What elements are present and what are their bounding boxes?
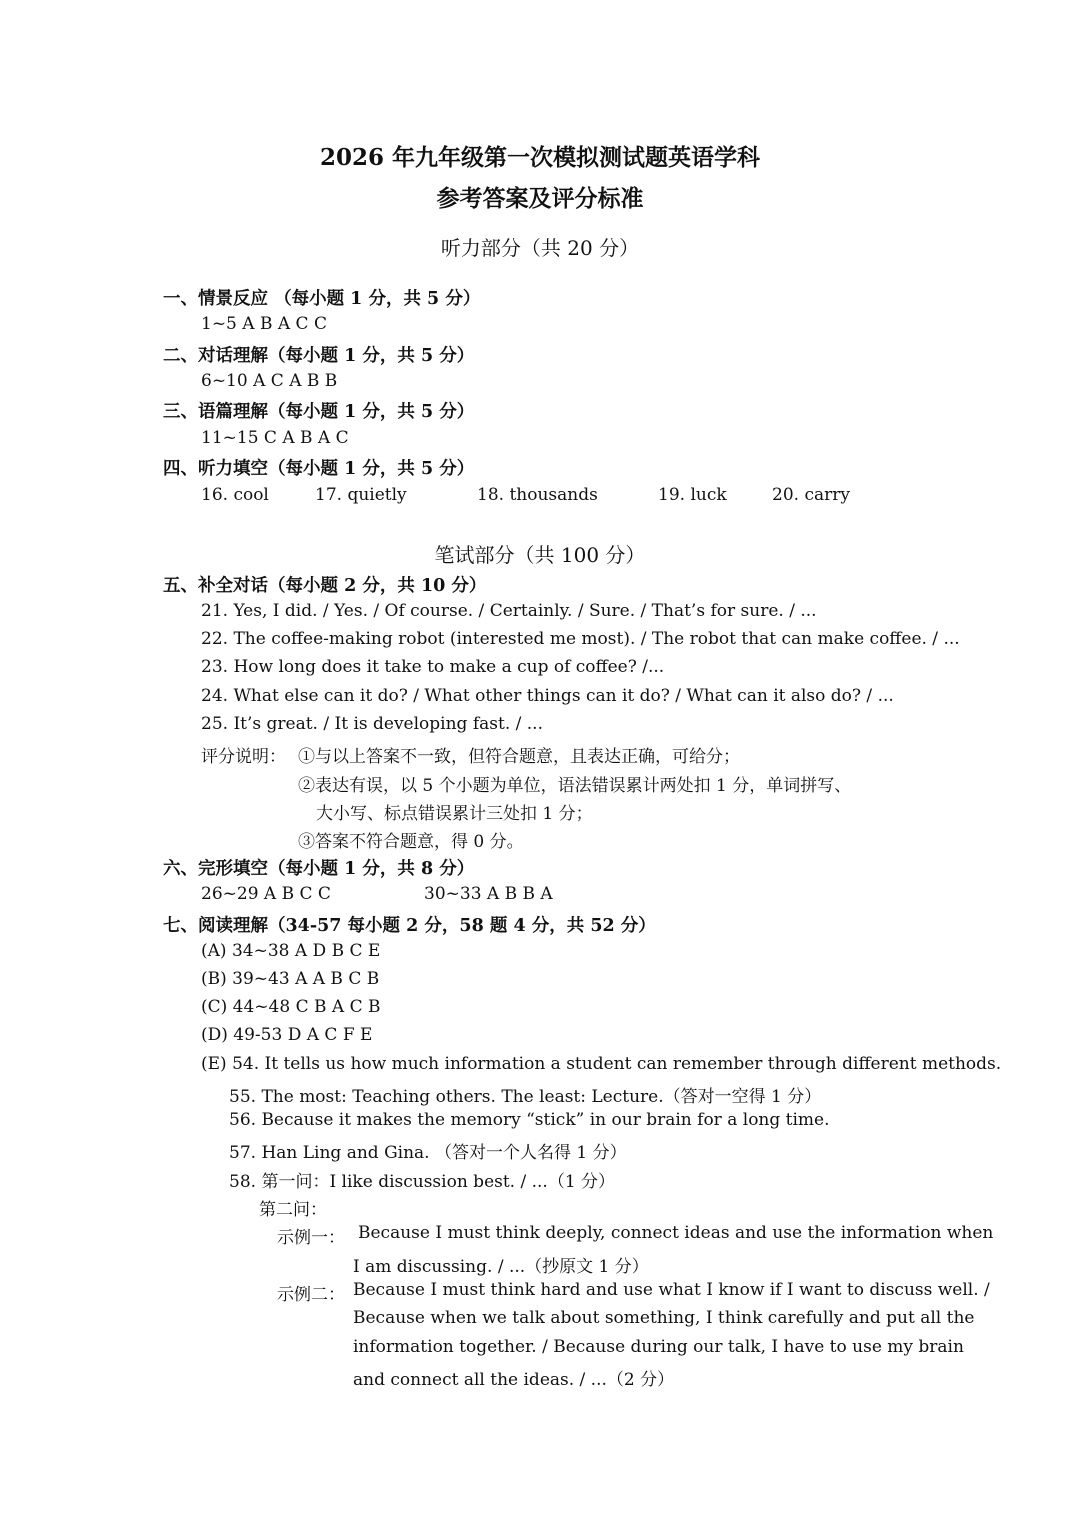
section-5-title: 五、补全对话（每小题 2 分，共 10 分） [163,576,487,596]
dialogue-answer-25: 25. It’s great. / It is developing fast. / ... [201,714,543,734]
section-6-title: 六、完形填空（每小题 1 分，共 8 分） [163,859,475,879]
section-2-answers: 6~10 A C A B B [201,371,338,391]
fill-answer-16: 16. cool [201,485,269,505]
example-2-line-4: and connect all the ideas. / ...（2 分） [353,1370,675,1390]
example-1-line-2: I am discussing. / ...（抄原文 1 分） [353,1257,649,1277]
example-1-label: 示例一： [277,1228,345,1248]
scoring-note-2-cont: 大小写、标点错误累计三处扣 1 分； [316,804,593,824]
fill-answer-17: 17. quietly [315,485,407,505]
reading-answer-57: 57. Han Ling and Gina. （答对一个人名得 1 分） [229,1143,627,1163]
scoring-note-2: ②表达有误，以 5 个小题为单位，语法错误累计两处扣 1 分，单词拼写、 [298,776,852,796]
dialogue-answer-21: 21. Yes, I did. / Yes. / Of course. / Certainly. / Sure. / That’s for sure. / ... [201,601,817,621]
section-1-answers: 1~5 A B A C C [201,314,327,334]
section-2-title: 二、对话理解（每小题 1 分，共 5 分） [163,346,475,366]
dialogue-answer-22: 22. The coffee-making robot (interested me most). / The robot that can make coffee. / ... [201,629,960,649]
reading-answers-b: (B) 39~43 A A B C B [201,969,380,989]
reading-answers-a: (A) 34~38 A D B C E [201,941,381,961]
document-title: 2026 年九年级第一次模拟测试题英语学科 [319,144,761,171]
section-3-answers: 11~15 C A B A C [201,428,349,448]
reading-answers-d: (D) 49-53 D A C F E [201,1025,373,1045]
example-2-line-1: Because I must think hard and use what I know if I want to discuss well. / [353,1280,990,1300]
writing-heading: 笔试部分（共 100 分） [434,543,646,567]
reading-answer-58: 58. 第一问：I like discussion best. / ...（1 分） [229,1172,616,1192]
cloze-answers-b: 30~33 A B B A [424,884,553,904]
section-7-title: 七、阅读理解（34-57 每小题 2 分，58 题 4 分，共 52 分） [163,916,656,936]
reading-answer-54: (E) 54. It tells us how much information a student can remember through different methods. [201,1054,1002,1074]
fill-answer-18: 18. thousands [477,485,598,505]
example-1-line-1: Because I must think deeply, connect ideas and use the information when [358,1223,994,1243]
cloze-answers-a: 26~29 A B C C [201,884,331,904]
dialogue-answer-23: 23. How long does it take to make a cup of coffee? /... [201,657,665,677]
example-2-line-2: Because when we talk about something, I think carefully and put all the [353,1308,975,1328]
listening-heading: 听力部分（共 20 分） [440,236,640,260]
fill-answer-20: 20. carry [772,485,850,505]
scoring-note-3: ③答案不符合题意，得 0 分。 [298,832,524,852]
example-2-label: 示例二： [277,1285,345,1305]
scoring-note-1: ①与以上答案不一致，但符合题意，且表达正确，可给分； [298,747,740,767]
fill-answer-19: 19. luck [658,485,727,505]
question-2-label: 第二问： [259,1200,327,1220]
section-1-title: 一、情景反应 （每小题 1 分，共 5 分） [163,289,481,309]
document-subtitle: 参考答案及评分标准 [436,185,644,212]
reading-answer-56: 56. Because it makes the memory “stick” in our brain for a long time. [229,1110,830,1130]
section-3-title: 三、语篇理解（每小题 1 分，共 5 分） [163,402,475,422]
section-4-title: 四、听力填空（每小题 1 分，共 5 分） [163,459,475,479]
scoring-note-label: 评分说明： [201,747,286,767]
reading-answers-c: (C) 44~48 C B A C B [201,997,381,1017]
reading-answer-55: 55. The most: Teaching others. The least: Lecture.（答对一空得 1 分） [229,1087,822,1107]
dialogue-answer-24: 24. What else can it do? / What other things can it do? / What can it also do? / ... [201,686,894,706]
example-2-line-3: information together. / Because during our talk, I have to use my brain [353,1337,964,1357]
